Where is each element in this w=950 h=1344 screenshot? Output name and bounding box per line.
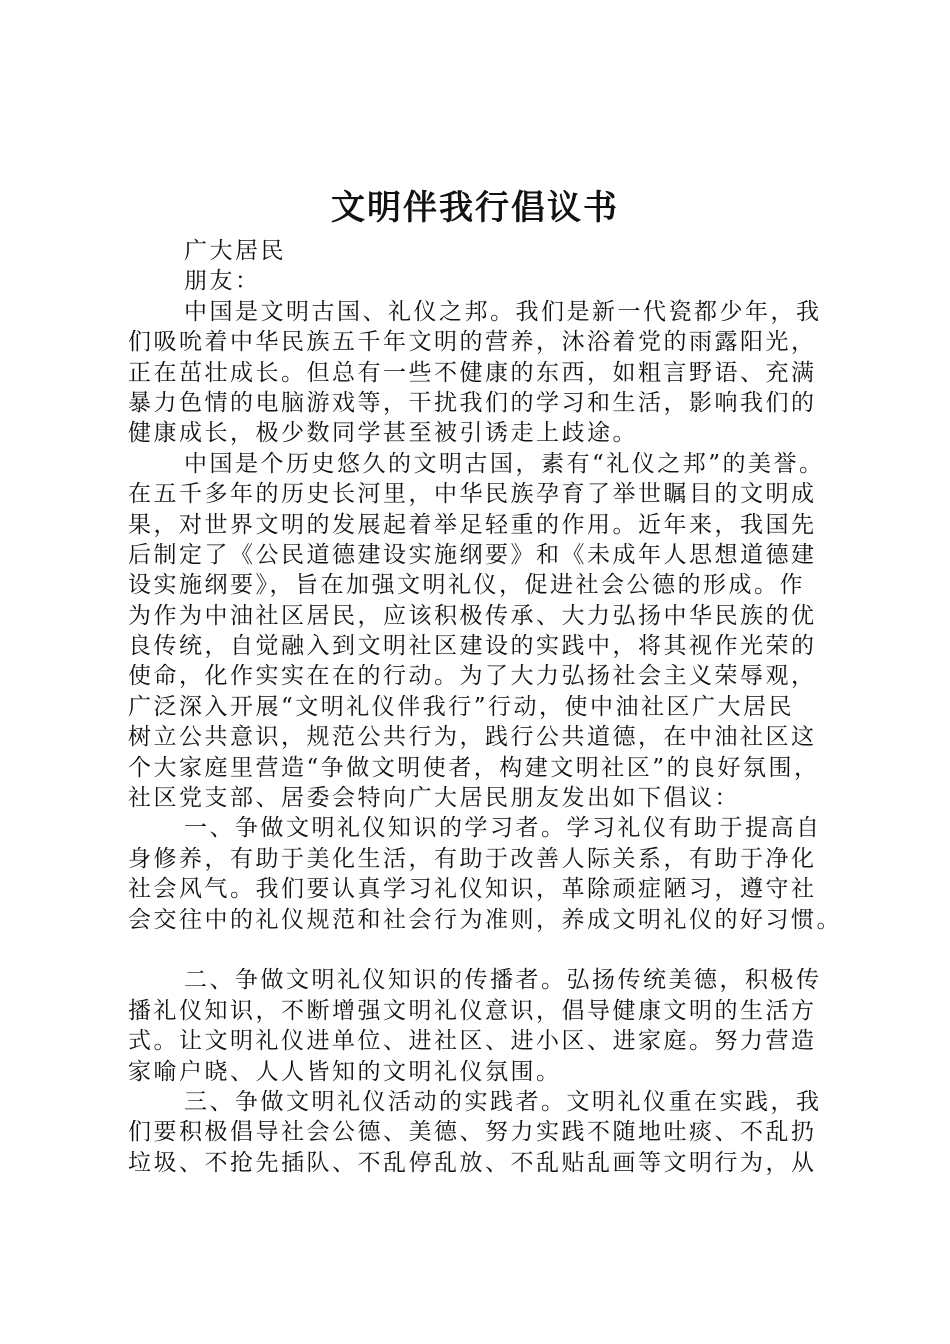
- text-line: 健康成长，极少数同学甚至被引诱走上歧途。: [128, 420, 638, 447]
- text-line: 暴力色情的电脑游戏等，干扰我们的学习和生活，影响我们的: [128, 389, 817, 416]
- text-line: 使命，化作实实在在的行动。为了大力弘扬社会主义荣辱观，: [128, 663, 817, 690]
- text-line: 后制定了《公民道德建设实施纲要》和《未成年人思想道德建: [128, 541, 817, 568]
- text-line: 社区党支部、居委会特向广大居民朋友发出如下倡议：: [128, 785, 740, 812]
- paragraph-1: [128, 297, 850, 449]
- text-line: 三、争做文明礼仪活动的实践者。文明礼仪重在实践，我: [184, 1088, 822, 1115]
- text-line: 身修养，有助于美化生活，有助于改善人际关系，有助于净化: [128, 845, 817, 872]
- text-line: 为作为中油社区居民，应该积极传承、大力弘扬中华民族的优: [128, 602, 817, 629]
- text-line: 中国是文明古国、礼仪之邦。我们是新一代瓷都少年，我: [184, 298, 822, 325]
- text-line: 社会风气。我们要认真学习礼仪知识，革除顽症陋习，遵守社: [128, 876, 817, 903]
- paragraph-spacer: [128, 935, 850, 965]
- text-line: 正在茁壮成长。但总有一些不健康的东西，如粗言野语、充满: [128, 359, 817, 386]
- paragraph-3: [128, 813, 850, 935]
- text-line: 们吸吮着中华民族五千年文明的营养，沐浴着党的雨露阳光，: [128, 329, 817, 356]
- salutation-line: 朋友：: [184, 268, 261, 295]
- text-line: 良传统，自觉融入到文明社区建设的实践中，将其视作光荣的: [128, 633, 817, 660]
- text-line: 一、争做文明礼仪知识的学习者。学习礼仪有助于提高自: [184, 815, 822, 842]
- paragraph-4: [128, 965, 850, 1087]
- text-line: 中国是个历史悠久的文明古国，素有“礼仪之邦”的美誉。: [184, 450, 825, 477]
- text-line: 垃圾、不抢先插队、不乱停乱放、不乱贴乱画等文明行为，从: [128, 1149, 817, 1176]
- text-line: 果，对世界文明的发展起着举足轻重的作用。近年来，我国先: [128, 511, 817, 538]
- text-line: 二、争做文明礼仪知识的传播者。弘扬传统美德，积极传: [184, 967, 822, 994]
- text-line: 们要积极倡导社会公德、美德、努力实践不随地吐痰、不乱扔: [128, 1119, 817, 1146]
- paragraph-2: [128, 449, 850, 814]
- salutation-line: 广大居民: [184, 238, 286, 264]
- text-line: 在五千多年的历史长河里，中华民族孕育了举世瞩目的文明成: [128, 481, 817, 508]
- text-line: 个大家庭里营造“争做文明使者，构建文明社区”的良好氛围，: [128, 754, 820, 781]
- document-title: 文明伴我行倡议书: [331, 188, 619, 228]
- text-line: 树立公共意识，规范公共行为，践行公共道德，在中油社区这: [128, 724, 817, 751]
- text-line: 播礼仪知识，不断增强文明礼仪意识，倡导健康文明的生活方: [128, 997, 817, 1024]
- paragraph-5: [128, 1087, 850, 1178]
- text-line: 设实施纲要》，旨在加强文明礼仪，促进社会公德的形成。作: [128, 572, 805, 599]
- text-line: 式。让文明礼仪进单位、进社区、进小区、进家庭。努力营造: [128, 1028, 817, 1055]
- document-body: [128, 236, 850, 1178]
- text-line: 广泛深入开展“文明礼仪伴我行”行动，使中油社区广大居民: [128, 693, 795, 720]
- text-line: 家喻户晓、人人皆知的文明礼仪氛围。: [128, 1058, 562, 1085]
- text-line: 会交往中的礼仪规范和社会行为准则，养成文明礼仪的好习惯。: [128, 906, 842, 933]
